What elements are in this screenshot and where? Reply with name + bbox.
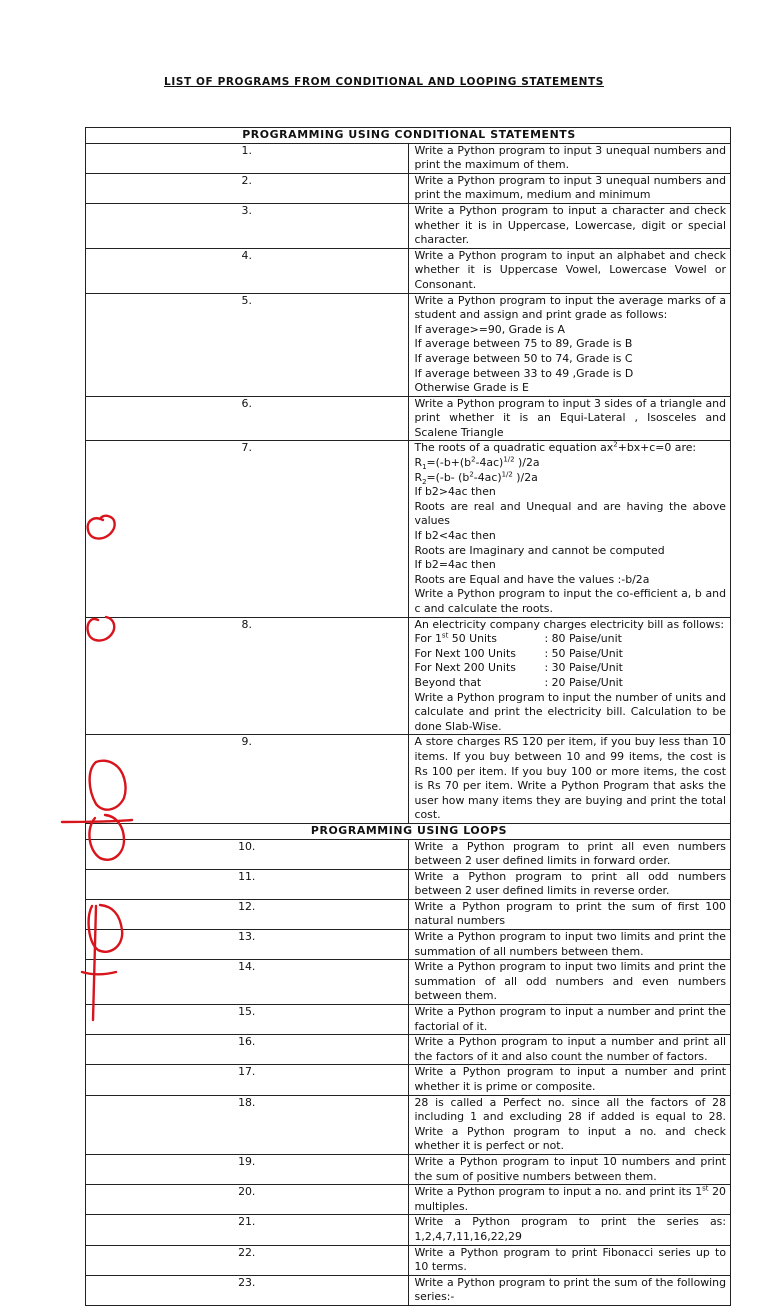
condition-line: If b2>4ac then [414, 485, 496, 499]
item-number: 15. [86, 1005, 409, 1035]
item-text: Write a Python program to input a character and check whether it is in Uppercase, Lowercase, digit or special character. [408, 203, 731, 248]
table-row [86, 173, 731, 203]
table-row [86, 617, 731, 735]
item-text-tail: Write a Python program to input the number of units and calculate and print the electricity bill. Calculation to be done Slab-Wise. [414, 690, 726, 733]
rate-line: For 1st 50 Units : 80 Paise/unit [414, 631, 622, 646]
item-text: Write a Python program to print all odd numbers between 2 user defined limits in reverse order. [408, 869, 731, 899]
item-text: Write a Python program to input 3 sides of a triangle and print whether it is an Equi-Lateral , Isosceles and Scalene Triangle [408, 396, 731, 441]
item-text: Write a Python program to input two limits and print the summation of all numbers between them. [408, 930, 731, 960]
rate-line: For Next 100 Units : 50 Paise/Unit [414, 646, 623, 660]
table-row [86, 839, 731, 869]
item-number: 3. [86, 203, 409, 248]
condition-line: Write a Python program to input the co-efficient a, b and c and calculate the roots. [414, 587, 726, 615]
section-header-conditional [86, 128, 731, 144]
table-row [86, 899, 731, 929]
item-number: 6. [86, 396, 409, 441]
item-text: Write a Python program to input 3 unequal numbers and print the maximum of them. [408, 143, 731, 173]
condition-line: If b2<4ac then [414, 529, 496, 543]
grade-rule: If average between 33 to 49 ,Grade is D [414, 366, 634, 380]
item-number: 11. [86, 869, 409, 899]
item-text: Write a Python program to print all even numbers between 2 user defined limits in forward order. [408, 839, 731, 869]
table-row [86, 1185, 731, 1215]
table-row [86, 1275, 731, 1305]
table-row [86, 1065, 731, 1095]
item-number: 22. [86, 1245, 409, 1275]
item-number: 20. [86, 1185, 409, 1215]
item-text: 28 is called a Perfect no. since all the factors of 28 including 1 and excluding 28 if added is equal to 28. Write a Python program to input a no. and check whether it is perfect or not. [408, 1095, 731, 1154]
item-text: Write a Python program to print Fibonacci series up to 10 terms. [408, 1245, 731, 1275]
table-row [86, 1005, 731, 1035]
grade-rule: If average between 50 to 74, Grade is C [414, 351, 633, 365]
item-number: 9. [86, 735, 409, 824]
item-text: Write a Python program to input 3 unequal numbers and print the maximum, medium and minimum [408, 173, 731, 203]
item-text-quadratic [408, 441, 731, 617]
item-number: 2. [86, 173, 409, 203]
table-row [86, 248, 731, 293]
root-formula-2: $R_2=(-b-$ $(b^2-4ac)^{1/2}$ )/2a [414, 470, 538, 486]
item-number: 17. [86, 1065, 409, 1095]
section-heading: PROGRAMMING USING CONDITIONAL STATEMENTS [86, 128, 731, 144]
item-number: 21. [86, 1215, 409, 1245]
table-row [86, 1215, 731, 1245]
rate-line: Beyond that : 20 Paise/Unit [414, 675, 623, 689]
item-number: 18. [86, 1095, 409, 1154]
item-number: 14. [86, 960, 409, 1005]
table-row [86, 203, 731, 248]
item-number: 10. [86, 839, 409, 869]
item-number: 8. [86, 617, 409, 735]
table-row [86, 930, 731, 960]
item-text: Write a Python program to input two limits and print the summation of all odd numbers and even numbers between them. [408, 960, 731, 1005]
root-formula-1: $R_1=(-b+(b^2-4ac)^{1/2}$ )/2a [414, 455, 540, 472]
table-row [86, 1035, 731, 1065]
page-title: LIST OF PROGRAMS FROM CONDITIONAL AND LOOPING STATEMENTS [164, 76, 604, 88]
condition-line: Roots are real and Unequal and are having the above values [414, 499, 726, 528]
condition-line: If b2=4ac then [414, 558, 496, 572]
item-number: 19. [86, 1154, 409, 1184]
item-number: 12. [86, 899, 409, 929]
program-list-table [85, 127, 731, 1306]
item-text: Write a Python program to input an alphabet and check whether it is Uppercase Vowel, Lowercase Vowel or Consonant. [408, 248, 731, 293]
table-row [86, 441, 731, 617]
table-row [86, 1245, 731, 1275]
item-number: 7. [86, 441, 409, 617]
rate-line: For Next 200 Units : 30 Paise/Unit [414, 661, 623, 675]
item-text: Write a Python program to input 10 numbers and print the sum of positive numbers between them. [408, 1154, 731, 1184]
item-text: Write a Python program to input a number and print the factorial of it. [408, 1005, 731, 1035]
item-text: Write a Python program to print the series as: 1,2,4,7,11,16,22,29 [408, 1215, 731, 1245]
item-text: Write a Python program to print the sum of the following series:- [408, 1275, 731, 1305]
item-number: 16. [86, 1035, 409, 1065]
table-row [86, 1154, 731, 1184]
item-text: Write a Python program to input a number and print all the factors of it and also count the number of factors. [408, 1035, 731, 1065]
item-text: A store charges RS 120 per item, if you buy less than 10 items. If you buy between 10 and 99 items, the cost is Rs 100 per item. If you buy 100 or more items, the cost is Rs 70 per item. Write a Python Program that asks the user how many items they are buying and print the total cost. [408, 735, 731, 824]
table-row [86, 1095, 731, 1154]
section-header-loops [86, 823, 731, 839]
item-text-grading [408, 293, 731, 396]
condition-line: Roots are Imaginary and cannot be computed [414, 543, 665, 557]
item-text: Write a Python program to input the average marks of a student and assign and print grade as follows: [414, 293, 726, 322]
item-number: 1. [86, 143, 409, 173]
quadratic-equation: The roots of a quadratic equation $ax^2+bx+c=0$ are: [414, 440, 697, 455]
grade-rule: If average>=90, Grade is A [414, 322, 565, 336]
table-row [86, 396, 731, 441]
item-number: 23. [86, 1275, 409, 1305]
item-number: 5. [86, 293, 409, 396]
grade-rule: If average between 75 to 89, Grade is B [414, 337, 633, 351]
item-text: Write a Python program to input a number and print whether it is prime or composite. [408, 1065, 731, 1095]
condition-line: Roots are Equal and have the values :-b/2a [414, 572, 650, 586]
item-text: An electricity company charges electricity bill as follows: [414, 617, 725, 631]
section-heading: PROGRAMMING USING LOOPS [86, 823, 731, 839]
table-row [86, 143, 731, 173]
table-row [86, 735, 731, 824]
item-text: Write a Python program to print the sum of first 100 natural numbers [408, 899, 731, 929]
grade-rule: Otherwise Grade is E [414, 381, 529, 395]
item-text-multiples: Write a Python program to input a no. and print its 1st 20 multiples. [408, 1185, 731, 1215]
item-number: 13. [86, 930, 409, 960]
table-row [86, 293, 731, 396]
table-row [86, 960, 731, 1005]
item-number: 4. [86, 248, 409, 293]
table-row [86, 869, 731, 899]
item-text-electricity [408, 617, 731, 735]
